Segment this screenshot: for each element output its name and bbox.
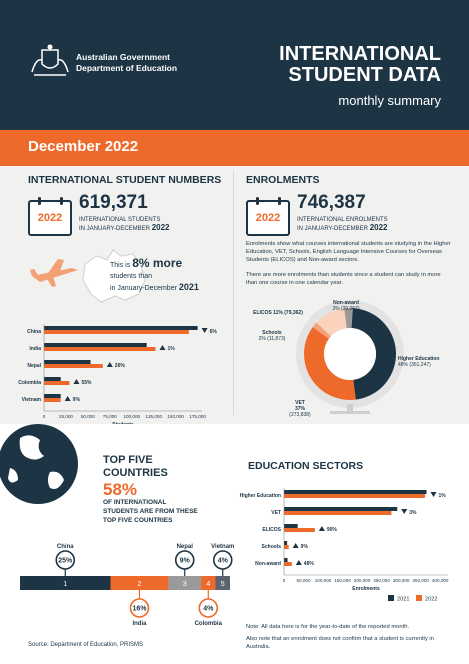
bar-2022 <box>284 528 315 532</box>
page-subtitle: monthly summary <box>338 93 441 108</box>
tick-label: 0 <box>42 414 46 419</box>
bar-2022 <box>284 562 292 566</box>
bar-2021 <box>44 326 198 330</box>
change-label: 9% <box>300 544 308 550</box>
change-arrow-up <box>159 345 165 350</box>
pin-country: China <box>56 544 74 550</box>
enrol-caption-year: 2022 <box>369 223 388 232</box>
tick-label: 200,000 <box>353 578 371 583</box>
enrolments-note: There are more enrolments than students since a student can study in more than one course in one calendar year. <box>246 272 441 286</box>
top-five-caption <box>103 498 198 525</box>
caption-line-2: IN JANUARY-DECEMBER <box>79 226 151 232</box>
pie-stand <box>347 404 353 412</box>
pin-pct: 9% <box>179 557 190 565</box>
period-label: December 2022 <box>28 138 139 155</box>
legend-swatch-2022 <box>416 595 422 601</box>
bar-2022 <box>284 511 391 515</box>
tick-label: 150,000 <box>167 414 184 419</box>
tick-label: 350,000 <box>412 578 429 583</box>
segment-rank: 2 <box>137 581 142 588</box>
enrol-caption-line-1: INTERNATIONAL ENROLMENTS <box>297 217 388 223</box>
change-label: 1% <box>167 346 175 352</box>
note-2: Also note that an enrolment does not confirm that a student is currently in Australia. <box>246 636 434 650</box>
pin-pct: 25% <box>58 557 73 565</box>
caption-year: 2022 <box>151 223 170 232</box>
bar-2022 <box>44 381 69 385</box>
education-sectors-heading: EDUCATION SECTORS <box>248 460 364 472</box>
change-arrow-down <box>431 492 437 497</box>
pin-country: Nepal <box>176 544 193 550</box>
growth-year: 2021 <box>178 282 199 292</box>
pie-label-name: ELICOS 11% (79,362) <box>253 310 303 316</box>
segment-rank: 3 <box>182 581 187 588</box>
tick-label: 50,000 <box>80 414 95 419</box>
change-arrow-down <box>202 328 208 333</box>
category-label: China <box>27 329 41 335</box>
calendar-icon <box>28 200 72 236</box>
tick-label: 125,000 <box>145 414 163 419</box>
coat-of-arms-icon <box>28 44 72 78</box>
legend-label: 2021 <box>397 596 410 603</box>
category-label: Colombia <box>18 380 41 386</box>
pie-label-value: 2% (11,873) <box>258 336 286 342</box>
bar-2021 <box>284 558 288 562</box>
tick-label: 0 <box>282 578 286 583</box>
change-label: 3% <box>409 510 417 516</box>
bar-2022 <box>284 494 425 498</box>
student-total: 619,371 <box>79 192 148 213</box>
calendar-year-enrolments: 2022 <box>255 212 281 224</box>
top-five-heading <box>103 454 168 480</box>
bar-2022 <box>44 330 189 334</box>
title-line-1: INTERNATIONAL <box>279 43 441 65</box>
enrolments-explanation: Enrolments show what courses international students are studying in the Higher Education, VET, Schools, English Language Intensive Courses for Overseas Students (ELICOS) and Non-award sectors. <box>246 241 451 263</box>
tick-label: 250,000 <box>373 578 390 583</box>
top-five-heading-1: TOP FIVE <box>103 454 153 466</box>
tick-label: 400,000 <box>431 578 449 583</box>
bar-2021 <box>44 394 61 398</box>
title-line-2: STUDENT DATA <box>288 64 441 86</box>
pin-country: Colombia <box>194 621 222 627</box>
category-label: Higher Education <box>239 493 281 499</box>
category-label: ELICOS <box>262 527 281 533</box>
student-numbers-heading: INTERNATIONAL STUDENT NUMBERS <box>28 174 222 186</box>
x-axis-label: Enrolments <box>352 586 380 592</box>
pie-label-value: (273,838) <box>289 412 311 418</box>
tick-label: 75,000 <box>102 414 117 419</box>
pin-pct: 4% <box>217 557 228 565</box>
top-five-pct: 58% <box>103 480 138 499</box>
change-label: 26% <box>114 363 125 369</box>
tick-label: 100,000 <box>123 414 141 419</box>
bar-2021 <box>44 360 91 364</box>
bar-2022 <box>44 398 61 402</box>
note-1: Note: All data here is for the year-to-date of the reported month. <box>246 624 410 630</box>
government-logo-text <box>76 52 177 74</box>
change-label: 48% <box>303 561 314 567</box>
pie-center <box>324 328 376 380</box>
bar-2021 <box>44 343 147 347</box>
student-total-caption <box>79 216 229 233</box>
enrol-caption-line-2: IN JANUARY-DECEMBER <box>297 226 369 232</box>
change-label: 90% <box>326 527 337 533</box>
bar-2022 <box>44 364 103 368</box>
segment-rank: 4 <box>206 581 211 588</box>
category-label: Non-award <box>255 561 281 567</box>
bar-2022 <box>44 347 155 351</box>
top-five-share-bar <box>10 534 236 634</box>
bar-2021 <box>284 541 287 545</box>
pie-label-value: 3% (20,067) <box>332 306 360 312</box>
growth-pct: 8% more <box>132 256 183 270</box>
tick-label: 100,000 <box>314 578 332 583</box>
enrolments-heading: ENROLMENTS <box>246 174 320 186</box>
tick-label: 175,000 <box>189 414 206 419</box>
change-arrow-up <box>296 560 302 565</box>
category-label: Vietnam <box>21 397 41 403</box>
pin-pct: 4% <box>203 605 214 613</box>
change-label: 9% <box>72 397 80 403</box>
pie-label-name: Non-award <box>333 300 359 306</box>
bar-2021 <box>284 490 427 494</box>
airplane-icon <box>30 259 78 287</box>
change-label: 1% <box>438 493 446 499</box>
growth-line-2: students than <box>110 273 153 280</box>
caption-line-1: INTERNATIONAL STUDENTS <box>79 217 161 223</box>
top-five-heading-2: COUNTRIES <box>103 467 168 479</box>
segment-rank: 1 <box>63 581 68 588</box>
pin-country: Vietnam <box>211 544 235 550</box>
top-five-line-1: OF INTERNATIONAL <box>103 499 167 506</box>
tick-label: 150,000 <box>334 578 351 583</box>
calendar-year: 2022 <box>37 212 63 224</box>
change-label: 6% <box>209 329 217 335</box>
pie-label-pct: 37% <box>294 406 306 412</box>
sector-pie-chart <box>238 294 462 426</box>
tick-label: 50,000 <box>296 578 311 583</box>
bar-2021 <box>44 377 61 381</box>
tick-label: 25,000 <box>58 414 73 419</box>
page-title <box>181 44 441 86</box>
calendar-icon-enrolments <box>246 200 290 236</box>
globe-icon <box>0 424 92 524</box>
countries-bar-chart <box>10 318 232 434</box>
pie-label-name: VET <box>295 400 305 406</box>
period-banner <box>0 130 469 166</box>
legend-swatch-2021 <box>388 595 394 601</box>
segment-rank: 5 <box>220 581 225 588</box>
change-arrow-up <box>293 543 299 548</box>
tick-label: 300,000 <box>392 578 410 583</box>
enrolment-total: 746,387 <box>297 192 366 213</box>
pie-base <box>330 411 370 414</box>
category-label: Schools <box>261 544 281 550</box>
growth-line-3: in January-December <box>110 285 177 292</box>
source-note: Source: Department of Education, PRISMS <box>28 642 144 648</box>
category-label: VET <box>271 510 281 516</box>
top-five-line-3: TOP FIVE COUNTRIES <box>103 517 173 524</box>
category-label: Nepal <box>27 363 41 369</box>
top-five-line-2: STUDENTS ARE FROM THESE <box>103 508 198 515</box>
sectors-bar-chart <box>236 484 464 603</box>
pie-label-value: 48% (361,247) <box>398 362 431 368</box>
change-arrow-up <box>73 379 79 384</box>
pie-label-name: Higher Education <box>398 356 440 362</box>
pie-label-name: Schools <box>262 330 282 336</box>
change-label: 55% <box>81 380 92 386</box>
change-arrow-up <box>107 362 113 367</box>
pin-country: India <box>132 621 147 627</box>
pin-pct: 16% <box>132 605 147 613</box>
change-arrow-up <box>319 526 325 531</box>
change-arrow-down <box>401 509 407 514</box>
category-label: India <box>29 346 41 352</box>
bar-2021 <box>284 524 298 528</box>
enrolment-total-caption <box>297 216 447 233</box>
bar-2021 <box>284 507 397 511</box>
bar-2022 <box>284 545 289 549</box>
growth-prefix: This is <box>110 262 131 269</box>
govt-line-2: Department of Education <box>76 63 178 73</box>
growth-statement <box>110 258 230 294</box>
header <box>0 0 469 130</box>
change-arrow-up <box>65 396 71 401</box>
legend-label: 2022 <box>425 596 438 603</box>
govt-line-1: Australian Government <box>76 52 170 62</box>
